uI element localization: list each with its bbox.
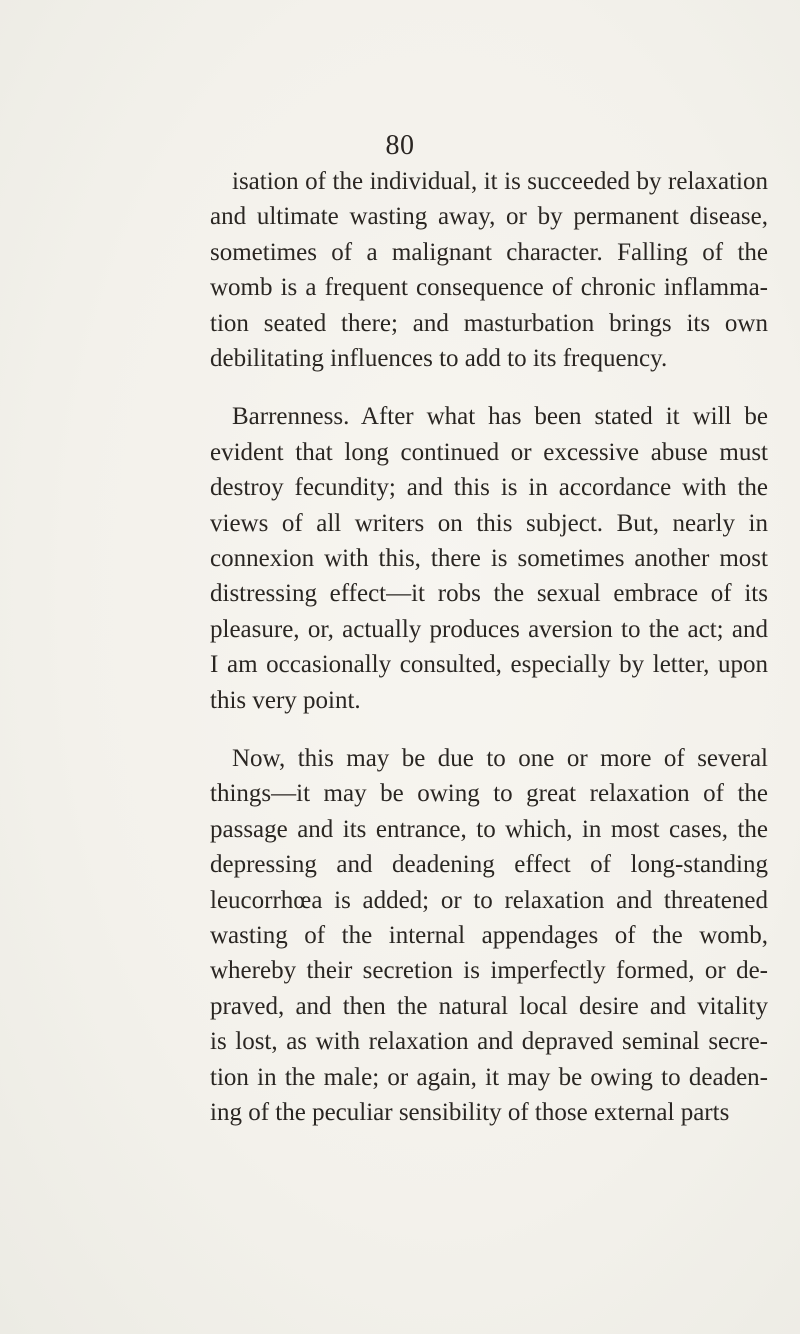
text-line — [210, 1025, 768, 1059]
text-run: depressing and deadening effect of long-standing — [210, 851, 768, 878]
text-line — [210, 777, 768, 811]
text-run: isation of the individual, it is succeeded by relaxation — [232, 168, 768, 195]
text-line — [210, 507, 768, 541]
text-line — [210, 271, 768, 305]
text-line — [210, 684, 768, 718]
text-line — [210, 954, 768, 988]
text-line — [210, 990, 768, 1024]
text-run: tion seated there; and masturbation brings its own — [210, 310, 768, 337]
text-run: or, actually produces aversion to the act; and — [299, 616, 768, 643]
text-run: distressing effect—it — [210, 580, 438, 607]
text-run: After what has been stated it will be — [349, 403, 768, 430]
text-run: I am occasionally consulted, especially by letter, upon — [210, 651, 768, 678]
text-run: this very point. — [210, 687, 361, 714]
italic-text: Barrenness. — [232, 403, 350, 430]
text-run: and ultimate wasting away, or by permanent disease, — [210, 203, 768, 230]
text-line — [210, 919, 768, 953]
text-run: tion in the male; or again, it may be owing to deaden- — [210, 1064, 768, 1091]
text-run: evident that long continued or excessive abuse must — [210, 439, 768, 466]
italic-text: pleasure, — [210, 616, 300, 643]
italic-text: robs the sexual embrace of its — [437, 580, 768, 607]
text-line — [210, 884, 768, 918]
text-run: passage and its entrance, to which, in most cases, the — [210, 816, 768, 843]
text-line — [210, 1061, 768, 1095]
text-run: praved, and then the natural local desire and vitality — [210, 993, 768, 1020]
italic-text: Falling of the — [617, 239, 768, 266]
text-line — [210, 648, 768, 682]
text-line — [210, 471, 768, 505]
text-run: things—it may be owing to great relaxation of the — [210, 780, 768, 807]
text-line — [210, 200, 768, 234]
text-run: views of all writers on this subject. But, nearly in — [210, 510, 768, 537]
text-line — [210, 436, 768, 470]
page-number: 80 — [385, 130, 415, 161]
text-run: wasting of the internal appendages of the womb, — [210, 922, 768, 949]
text-run: is lost, as with relaxation and depraved seminal secre- — [210, 1028, 768, 1055]
text-line — [232, 400, 768, 434]
text-line — [210, 542, 768, 576]
text-run: debilitating influences to add to its frequency. — [210, 345, 668, 372]
text-run: sometimes of a malignant character. — [210, 239, 618, 266]
text-line — [210, 307, 768, 341]
italic-text: womb — [210, 274, 273, 301]
text-line — [210, 577, 768, 611]
text-run: ing of the peculiar sensibility of those external parts — [210, 1099, 730, 1126]
text-run: Now, this may be due to one or more of several — [232, 745, 768, 772]
text-run: whereby their secretion is imperfectly formed, or de- — [210, 957, 768, 984]
text-line — [232, 742, 768, 776]
text-run: connexion with this, there is sometimes another most — [210, 545, 768, 572]
text-line — [210, 813, 768, 847]
text-run: is a frequent consequence of chronic inflamma- — [272, 274, 768, 301]
text-line — [232, 165, 768, 199]
text-line — [210, 613, 768, 647]
text-line — [210, 848, 768, 882]
text-run: leucorrhœa is added; or to relaxation and threatened — [210, 887, 768, 914]
text-line — [210, 342, 768, 376]
text-line — [210, 236, 768, 270]
text-line — [210, 1096, 768, 1130]
text-run: destroy fecundity; and this is in accordance with the — [210, 474, 768, 501]
